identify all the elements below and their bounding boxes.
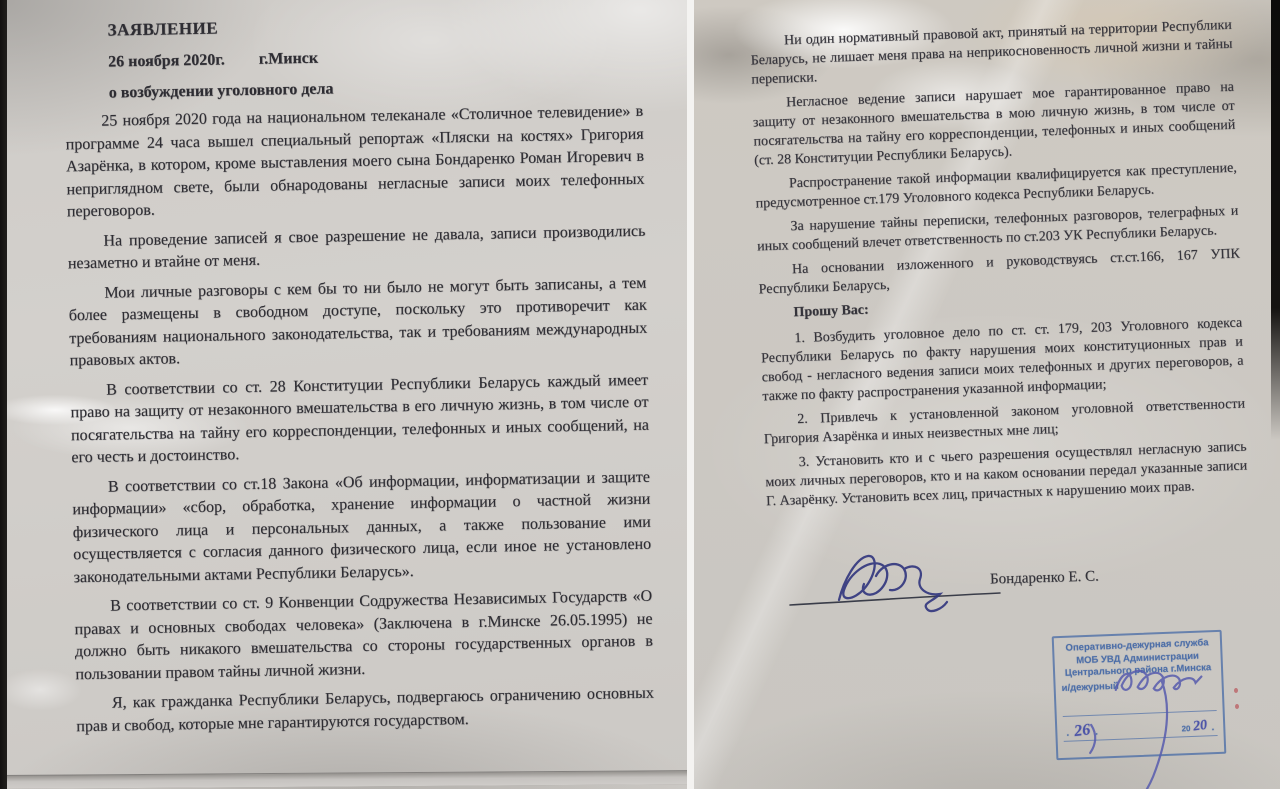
request-item: 1. Возбудить уголовное дело по ст. ст. 179, 203 Уголовного кодекса Республики Беларусь по факту нарушения моих конституционных прав и свобод - негласного ведения записи моих телефонных и других переговоров, а также по факту распространения указанной информации; <box>760 315 1244 405</box>
page-2-photo <box>694 0 1280 789</box>
paragraph: 25 ноября 2020 года на национальном телеканале «Столичное телевидение» в программе 24 часа вышел специальный репортаж «Пляски на костях» Григория Азарёнка, в котором, кроме выставления моего сына Бондаренко Роман Игоревич в неприглядном свете, были обнародованы негласные записи моих телефонных переговоров. <box>65 102 645 221</box>
signature-block <box>784 546 1144 618</box>
stamp-line: МОБ УВД Администрации <box>1076 650 1200 666</box>
paragraph: Мои личные разговоры с кем бы то ни было не могут быть записаны, а тем более размещены в свободном доступе, поскольку это противоречит как требованиям национального законодательства, так и требованиям международных правовых актов. <box>68 274 648 370</box>
stamp-dot: . <box>1094 726 1099 738</box>
stamp-dot: . <box>1211 721 1215 733</box>
photo-right-edge-shadow <box>1271 0 1280 440</box>
document-date-city <box>108 44 642 72</box>
stamp-line: и/дежурный <box>1061 680 1119 694</box>
document-date: 26 ноября 2020г. <box>108 51 225 71</box>
paragraph: В соответствии со ст. 9 Конвенции Содружества Независимых Государств «О правах и основных свободах человека» (Заключена в г.Минске 26.05.1995) не должно быть никакого вмешательства со стороны государственных органов в пользовании правом тайны личной жизни. <box>74 587 654 683</box>
document-city: г.Минск <box>258 49 319 68</box>
official-stamp <box>1052 630 1227 760</box>
paragraph: Ни один нормативный правовой акт, принятый на территории Республики Беларусь, не лишает меня права на неприкосновенность личной жизни и тайны переписки. <box>750 17 1233 88</box>
paragraph: За нарушение тайны переписки, телефонных разговоров, телеграфных и иных сообщений влечет ответственность по ст.203 УК Республики Беларусь. <box>756 203 1239 255</box>
photo-seam <box>687 0 694 789</box>
stamp-line: Оперативно-дежурная служба <box>1065 637 1209 654</box>
paragraph: Негласное ведение записи нарушает мое гарантированное право на защиту от незаконного вмешательства в мою личную жизнь, в том числе от посягательства на тайну его корреспонденции, телефонных и иных сообщений (ст. 28 Конституции Республики Беларусь). <box>752 79 1236 169</box>
paragraph: Я, как гражданка Республики Беларусь, подвергаюсь ограничению основных прав и свобод, которые мне гарантируются государством. <box>76 684 654 735</box>
photo-left-edge-shadow <box>0 0 7 789</box>
stamp-year-printed: 20 <box>1181 723 1191 733</box>
stamp-handwritten-day: 26 <box>1073 721 1092 741</box>
paragraph: На основании изложенного и руководствуясь ст.ст.166, 167 УПК Республики Беларусь, <box>758 246 1240 298</box>
page-2-content <box>750 16 1249 517</box>
request-item: 2. Привлечь к установленной законом уголовной ответственности Григория Азарёнка и иных неизвестных мне лиц; <box>763 396 1246 448</box>
stamp-line: Центрального района г.Минска <box>1064 662 1212 679</box>
paragraph: В соответствии со ст. 28 Конституции Республики Беларусь каждый имеет право на защиту от незаконного вмешательства в его личную жизнь, в том числе от посягательства на тайну его корреспонденции, телефонных и иных сообщений, на его честь и достоинство. <box>70 371 650 467</box>
page-1-content <box>63 11 654 745</box>
paragraph: Распространение такой информации квалифицируется как преступление, предусмотренное ст.179 Уголовного кодекса Республики Беларусь. <box>755 160 1237 212</box>
document-subject: о возбуждении уголовного дела <box>108 80 334 102</box>
paragraph: В соответствии со ст.18 Закона «Об информации, информатизации и защите информации» «сбор, обработка, хранение информации о частной жизни физического лица и персональных данных, а также пользование ими осуществляется с согласия данного физического лица, если иное не установлено законодательными актами Республики Беларусь». <box>72 468 652 586</box>
paragraph: На проведение записей я свое разрешение не давала, записи производились незаметно и втайне от меня. <box>67 222 646 273</box>
request-item: 3. Установить кто и с чьего разрешения осуществлял негласную запись моих личных переговоров, кто и на каком основании передал указанные записи Г. Азарёнку. Установить всех лиц, причастных к нарушению моих прав. <box>765 439 1248 510</box>
signatory-name: Бондаренко Е. С. <box>989 568 1100 588</box>
stamp-dot: . <box>1066 727 1070 739</box>
red-ink-marks <box>1234 688 1242 718</box>
stamp-handwritten-year: 20 <box>1192 717 1209 735</box>
request-heading: Прошу Вас: <box>793 302 869 321</box>
stamp-date-row <box>1063 711 1218 742</box>
paper-bottom-edge <box>0 770 687 789</box>
document-title: ЗАЯВЛЕНИЕ <box>107 18 219 40</box>
